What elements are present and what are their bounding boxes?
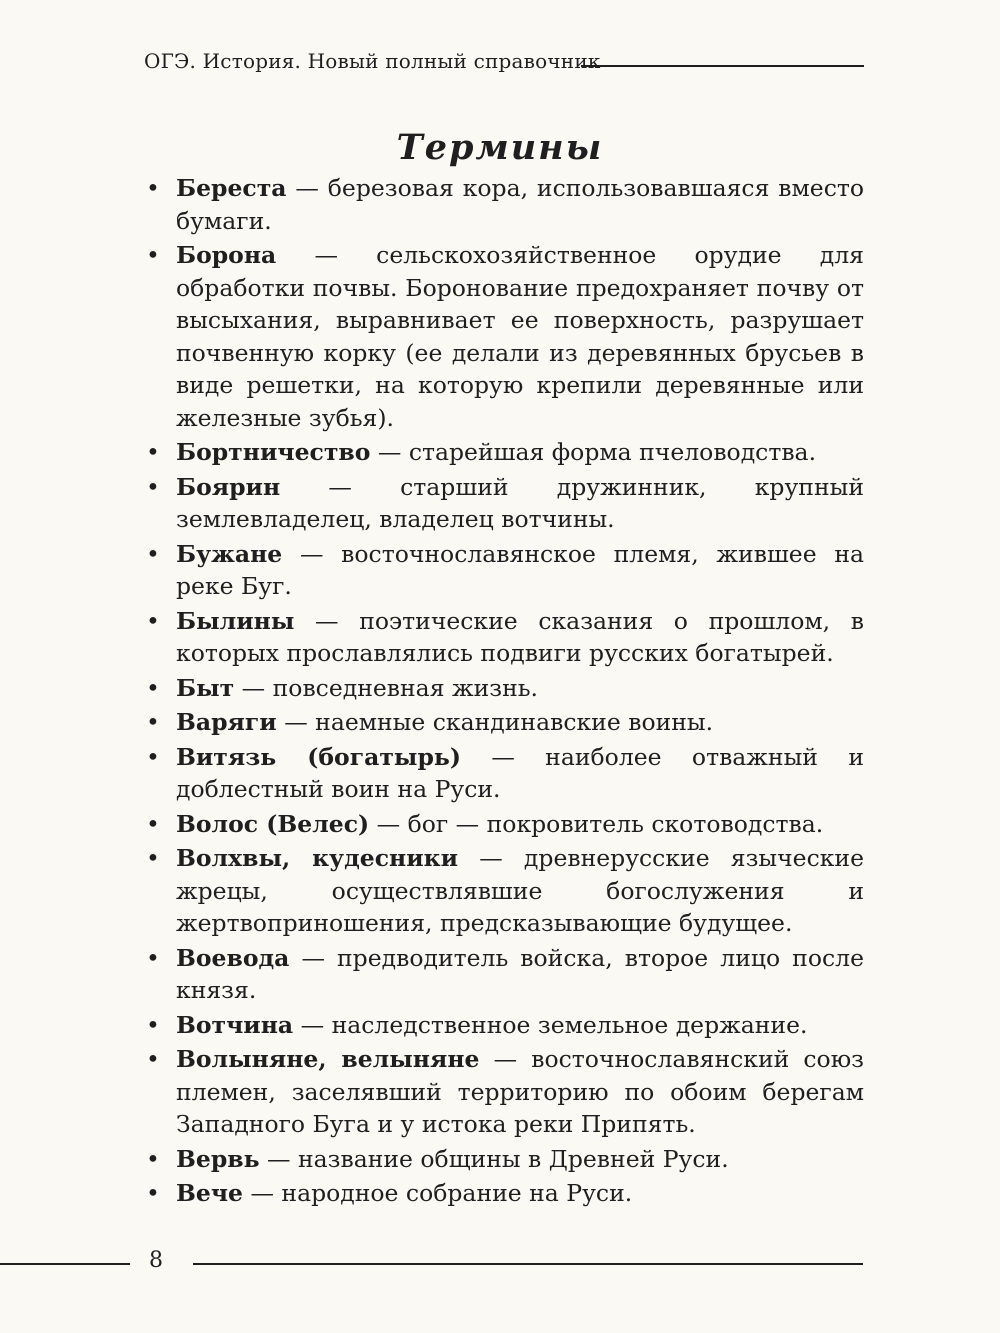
bullet: • (146, 1010, 160, 1039)
term-item (146, 808, 864, 841)
bullet: • (146, 844, 160, 872)
bullet: • (146, 809, 160, 838)
term-name: Варяги (176, 708, 277, 736)
term-name: Борона (176, 241, 277, 269)
bullet: • (146, 606, 160, 635)
page-footer (0, 1248, 1000, 1286)
term-item (146, 942, 864, 1007)
term-definition: — предводитель войска, второе лицо после князя. (176, 943, 864, 1004)
term-item (146, 1009, 864, 1042)
term-definition: — наследственное земельное держание. (293, 1010, 808, 1039)
bullet: • (146, 708, 160, 736)
running-header (144, 49, 864, 77)
term-name: Береста (176, 174, 287, 202)
term-item (146, 172, 864, 237)
book-title: ОГЭ. История. Новый полный справочник (144, 49, 601, 73)
term-name: Боярин (176, 472, 281, 501)
term-name: Воевода (176, 943, 290, 972)
term-definition: — старший дружинник, крупный землевладелец, владелец вотчины. (176, 472, 864, 533)
term-definition: — название общины в Древней Руси. (259, 1144, 729, 1173)
bullet: • (146, 174, 160, 202)
terms-list (146, 172, 864, 1212)
term-item (146, 605, 864, 670)
term-definition: — наиболее отважный и доблестный воин на Руси. (176, 742, 864, 803)
term-definition: — бог — покровитель скотоводства. (369, 809, 824, 838)
term-definition: — повседневная жизнь. (234, 673, 539, 702)
term-item (146, 1143, 864, 1176)
term-name: Вервь (176, 1144, 260, 1173)
page-title: Термины (396, 127, 604, 169)
bullet: • (146, 1179, 160, 1207)
term-name: Волос (Велес) (176, 809, 370, 838)
header-rule (581, 65, 864, 67)
footer-rule-left (0, 1263, 130, 1265)
term-item (146, 672, 864, 705)
term-item (146, 842, 864, 940)
term-name: Бортничество (176, 438, 371, 466)
term-name: Быт (176, 673, 235, 702)
term-name: Былины (176, 606, 295, 635)
bullet: • (146, 742, 160, 771)
term-name: Волыняне, велыняне (176, 1045, 480, 1073)
bullet: • (146, 472, 160, 501)
term-name: Вотчина (176, 1010, 294, 1039)
term-item (146, 706, 864, 739)
term-item (146, 471, 864, 536)
bullet: • (146, 673, 160, 702)
bullet: • (146, 539, 160, 568)
bullet: • (146, 438, 160, 466)
footer-rule-right (193, 1263, 863, 1265)
term-definition: — восточнославянское племя, жившее на реке Буг. (176, 539, 864, 600)
term-definition: — поэтические сказания о прошлом, в которых прославлялись подвиги русских богатырей. (176, 606, 864, 667)
term-definition: — восточнославянский союз племен, заселявший территорию по обоим берегам Западного Буга и у истока реки Припять. (176, 1045, 864, 1138)
bullet: • (146, 241, 160, 269)
bullet: • (146, 943, 160, 972)
term-definition: — древнерусские языческие жрецы, осуществлявшие богослужения и жертвоприношения, предсказывающие будущее. (176, 844, 864, 937)
term-definition: — наемные скандинавские воины. (276, 708, 714, 736)
term-definition: — березовая кора, использовавшаяся вместо бумаги. (176, 174, 864, 235)
page-number: 8 (149, 1248, 163, 1273)
term-name: Бужане (176, 539, 283, 568)
term-name: Витязь (богатырь) (176, 742, 461, 771)
term-item (146, 436, 864, 469)
bullet: • (146, 1045, 160, 1073)
term-name: Волхвы, кудесники (176, 844, 459, 872)
bullet: • (146, 1144, 160, 1173)
term-definition: — народное собрание на Руси. (242, 1179, 633, 1207)
term-definition: — старейшая форма пчеловодства. (370, 438, 817, 466)
term-item (146, 1043, 864, 1141)
term-definition: — сельскохозяйственное орудие для обработки почвы. Боронование предохраняет почву от высыхания, выравнивает ее поверхность, разрушает почвенную корку (ее делали из деревянных брусьев в виде решетки, на которую крепили деревянные или железные зубья). (176, 241, 864, 432)
term-item (146, 239, 864, 434)
term-item (146, 538, 864, 603)
term-name: Вече (176, 1179, 243, 1207)
term-item (146, 741, 864, 806)
term-item (146, 1177, 864, 1210)
